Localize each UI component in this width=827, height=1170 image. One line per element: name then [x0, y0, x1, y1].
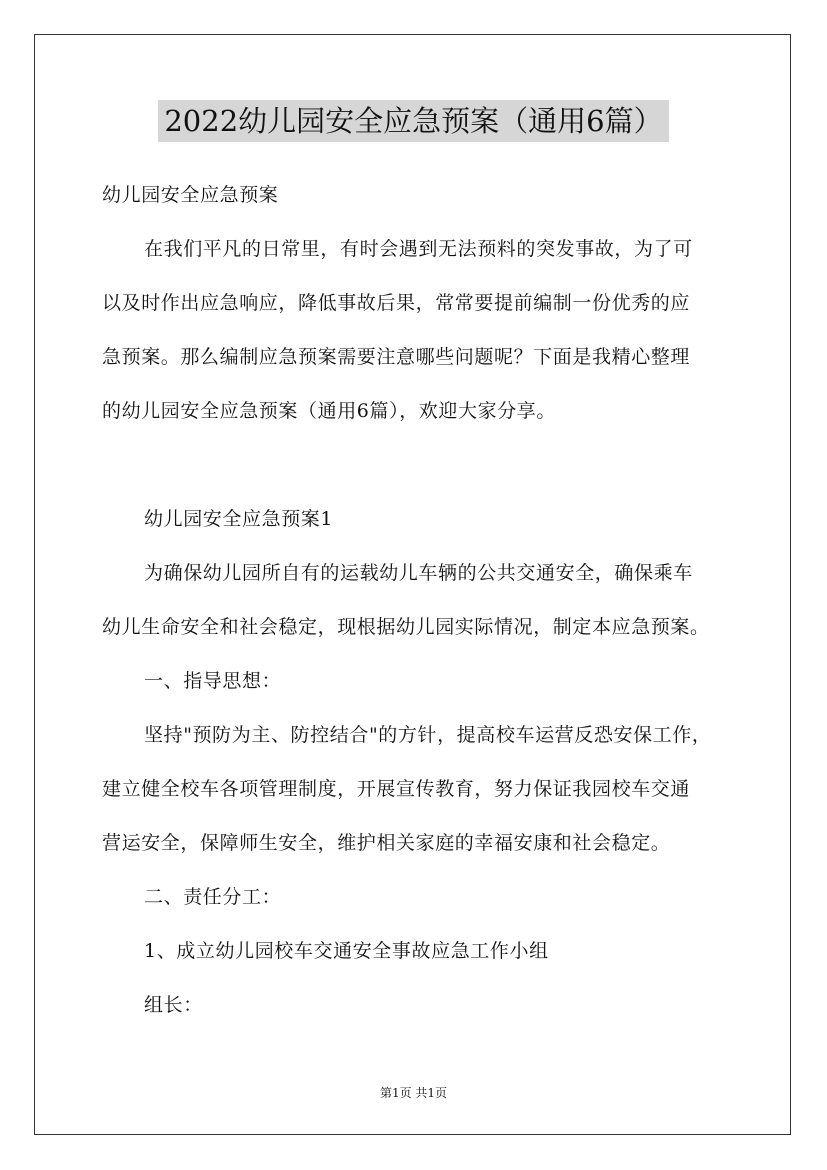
- intro-paragraph-line-3: 急预案。那么编制应急预案需要注意哪些问题呢？下面是我精心整理: [102, 346, 691, 368]
- guiding-ideology-line-1: 坚持"预防为主、防控结合"的方针，提高校车运营反恐安保工作，: [144, 724, 712, 746]
- page-footer: [0, 1085, 827, 1101]
- responsibility-heading: 二、责任分工：: [144, 886, 282, 908]
- intro-paragraph-line-4: 的幼儿园安全应急预案（通用6篇），欢迎大家分享。: [102, 400, 556, 422]
- page-number: 第1页 共1页: [379, 1086, 448, 1100]
- responsibility-item-1: 1、成立幼儿园校车交通安全事故应急工作小组: [144, 940, 549, 962]
- plan-1-paragraph-line-2: 幼儿生命安全和社会稳定，现根据幼儿园实际情况，制定本应急预案。: [102, 616, 710, 638]
- section-heading-intro: 幼儿园安全应急预案: [102, 184, 279, 206]
- guiding-ideology-line-2: 建立健全校车各项管理制度，开展宣传教育，努力保证我园校车交通: [102, 778, 691, 800]
- intro-paragraph-line-2: 以及时作出应急响应，降低事故后果，常常要提前编制一份优秀的应: [102, 292, 691, 314]
- group-leader-label: 组长：: [144, 994, 203, 1016]
- document-title: 2022幼儿园安全应急预案（通用6篇）: [158, 100, 668, 142]
- plan-1-paragraph-line-1: 为确保幼儿园所自有的运载幼儿车辆的公共交通安全，确保乘车: [144, 562, 693, 584]
- intro-paragraph-line-1: 在我们平凡的日常里，有时会遇到无法预料的突发事故，为了可: [144, 238, 693, 260]
- title-wrap: [0, 100, 827, 142]
- guiding-ideology-heading: 一、指导思想：: [144, 670, 282, 692]
- guiding-ideology-line-3: 营运安全，保障师生安全，维护相关家庭的幸福安康和社会稳定。: [102, 832, 671, 854]
- plan-1-heading: 幼儿园安全应急预案1: [144, 508, 334, 530]
